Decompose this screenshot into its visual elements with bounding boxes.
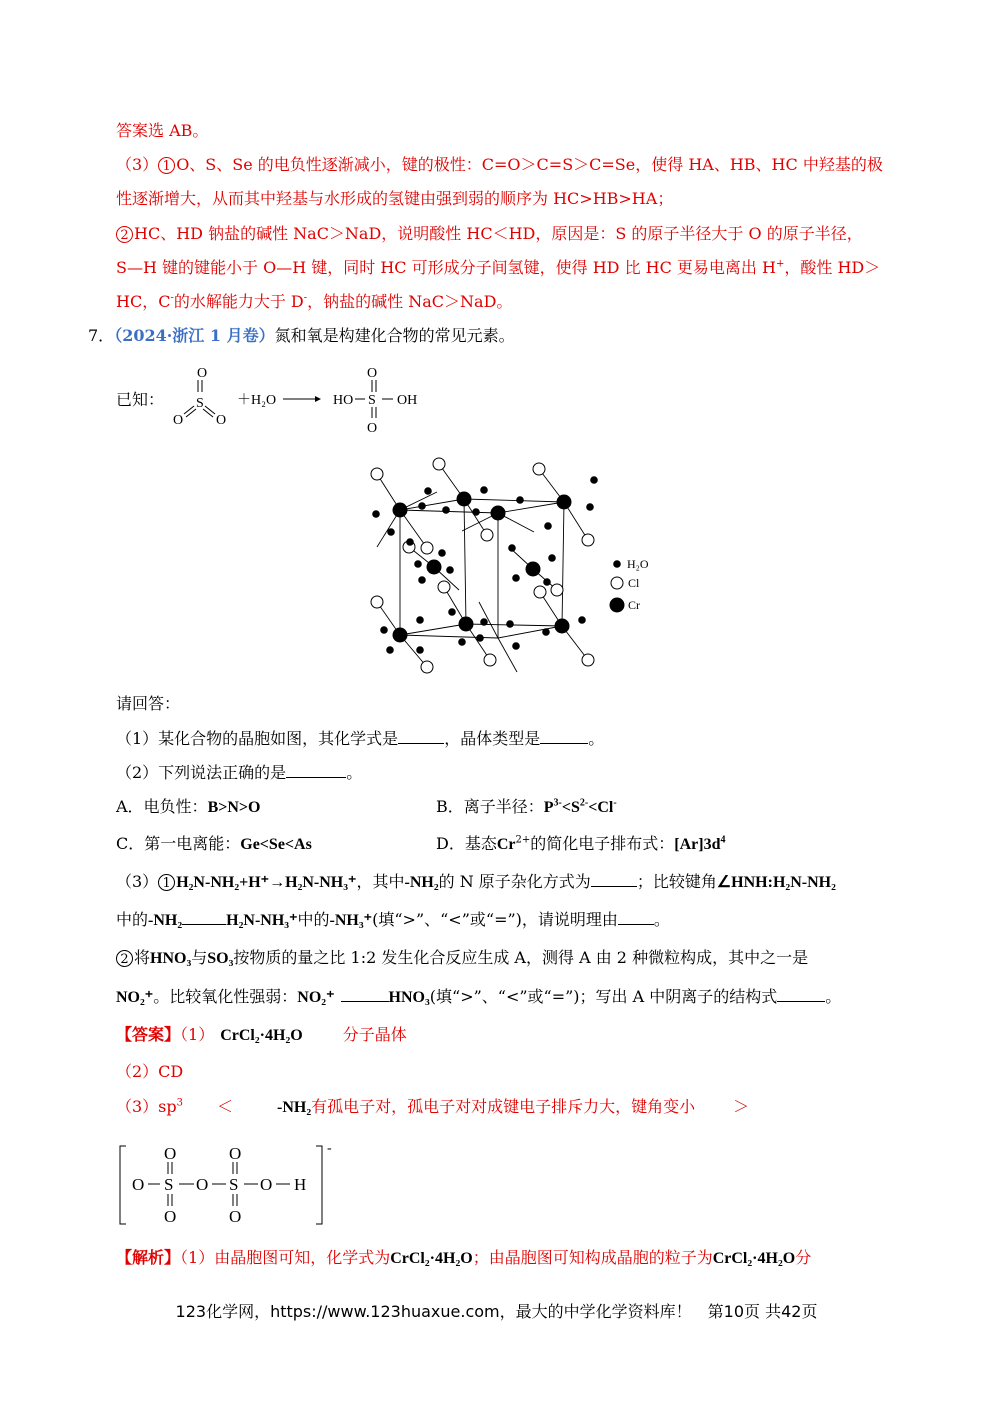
prev-answer-part3-line4: S—H 键的键能小于 O—H 键，同时 HC 可形成分子间氢键，使得 HD 比 HC 更易电离出 H+，酸性 HD＞ (116, 258, 881, 277)
svg-text:S: S (164, 1175, 174, 1194)
bond-angle-blank[interactable] (182, 910, 226, 925)
legend-h2o-icon (613, 560, 621, 568)
svg-text:O: O (197, 366, 208, 381)
formula-blank[interactable] (398, 729, 444, 744)
question-part-3-line4: NO₂⁺。比较氧化性强弱：NO₂⁺ HNO₃(填“>”、“<”或“=”)；写出 A 中阴离子的结构式 。 (116, 987, 842, 1006)
svg-text:O: O (367, 421, 378, 436)
svg-text:O: O (132, 1175, 145, 1194)
svg-text:O: O (367, 366, 378, 381)
prev-answer-part3-line2: 性逐渐增大，从而其中羟基与水形成的氢键由强到弱的顺序为 HC>HB>HA； (116, 189, 674, 208)
page-footer: 123化学网，https://www.123huaxue.com，最大的中学化学资料库！ 第10页 共42页 (175, 1302, 818, 1321)
question-part-3-line2: 中的-NH₂ H₂N-NH₃⁺中的-NH₃⁺(填“>”、“<”或“=”)，请说明理由 。 (116, 910, 670, 929)
question-part-1: （1）某化合物的晶胞如图，其化学式是 ，晶体类型是 。 (116, 729, 605, 748)
svg-text:O: O (216, 413, 227, 428)
prev-answer-part3-line3: 2 HC、HD 钠盐的碱性 NaC＞NaD，说明酸性 HC＜HD，原因是：S 的原子半径大于 O 的原子半径， (116, 224, 863, 244)
svg-text:O: O (164, 1207, 177, 1226)
question-part-2: （2）下列说法正确的是 。 (116, 763, 363, 782)
question-part-3-line3: 2 将HNO₃与SO₃按物质的量之比 1:2 发生化合反应生成 A，测得 A 由 2 种微粒构成，其中之一是 (116, 948, 808, 969)
svg-text:＋H₂O: ＋H₂O (237, 393, 277, 408)
analysis-line: 【解析】（1）由晶胞图可知，化学式为CrCl₂·4H₂O；由晶胞图可知构成晶胞的粒子为CrCl₂·4H₂O分 (116, 1248, 812, 1267)
circled-2-icon: 2 (116, 226, 133, 243)
question-7-header: 7．（2024·浙江 1 月卷）氮和氧是构建化合物的常见元素。 (88, 326, 515, 345)
svg-text:OH: OH (397, 393, 418, 408)
svg-text:S: S (196, 396, 204, 411)
legend-cl-icon (611, 577, 623, 589)
legend-cr-label: Cr (628, 598, 640, 612)
svg-text:O: O (229, 1144, 242, 1163)
circled-1-icon: 1 (158, 157, 175, 174)
circled-1-icon: 1 (158, 874, 175, 891)
prev-answer-part3-line5: HC，C-的水解能力大于 D-，钠盐的碱性 NaC＞NaD。 (116, 292, 513, 311)
option-d: D．基态$Cr^{2+}$的简化电子排布式：$[Ar]3d^4$ (436, 834, 726, 853)
legend-cr-icon (610, 598, 625, 613)
prev-answer-choice: 答案选 AB。 (116, 121, 209, 140)
answer-part-3: $(3)sp^3 < -NH_2$有孤电子对，孤电子对对成键电子排斥力大，键角变小 ＞ (116, 1097, 750, 1116)
option-b: B．离子半径：$P^{3-}<S^{2-}<Cl^-$ (436, 797, 617, 816)
diagram-legend (610, 557, 649, 613)
structure-blank[interactable] (777, 987, 825, 1002)
svg-text:O: O (164, 1144, 177, 1163)
prev-answer-part3-line1: （3） 1 O、S、Se 的电负性逐渐减小，键的极性：C=O＞C=S＞C=Se，使得 HA、HB、HC 中羟基的极 (116, 155, 883, 174)
anion-structure-diagram (116, 1140, 356, 1230)
svg-text:S: S (229, 1175, 239, 1194)
svg-text:O: O (229, 1207, 242, 1226)
svg-text:H: H (294, 1175, 307, 1194)
so3-hydration-equation (165, 362, 445, 436)
option-a: A．电负性：B>N>O (116, 797, 261, 816)
svg-text:O: O (260, 1175, 273, 1194)
legend-h2o-label: H₂O (627, 557, 649, 571)
svg-text:O: O (173, 413, 184, 428)
answer-prompt: 请回答： (116, 694, 181, 713)
reason-blank[interactable] (618, 910, 654, 925)
hybridization-blank[interactable] (591, 872, 637, 887)
question-part-3-line1: （3） 1 H₂N-NH₂+H⁺→H₂N-NH₃⁺，其中-NH₂的 N 原子杂化方式为 ；比较键角∠HNH:H₂N-NH₂ (116, 872, 836, 891)
choice-blank[interactable] (286, 763, 346, 778)
svg-text:O: O (196, 1175, 209, 1194)
crystal-cell-diagram (362, 452, 662, 678)
anion-charge: - (327, 1141, 332, 1156)
circled-2-icon: 2 (116, 950, 133, 967)
crystal-type-blank[interactable] (540, 729, 588, 744)
oxidation-blank[interactable] (341, 987, 389, 1002)
svg-text:S: S (368, 393, 376, 408)
svg-text:HO: HO (333, 393, 354, 408)
option-c: C．第一电离能：Ge<Se<As (116, 834, 312, 853)
legend-cl-label: Cl (628, 576, 640, 590)
known-label: 已知： (116, 390, 165, 409)
question-source: （2024·浙江 1 月卷） (114, 326, 275, 345)
answer-part-2: （2）CD (116, 1062, 184, 1081)
answer-part-1: 【答案】（1） CrCl₂·4H₂O 分子晶体 (116, 1025, 407, 1044)
